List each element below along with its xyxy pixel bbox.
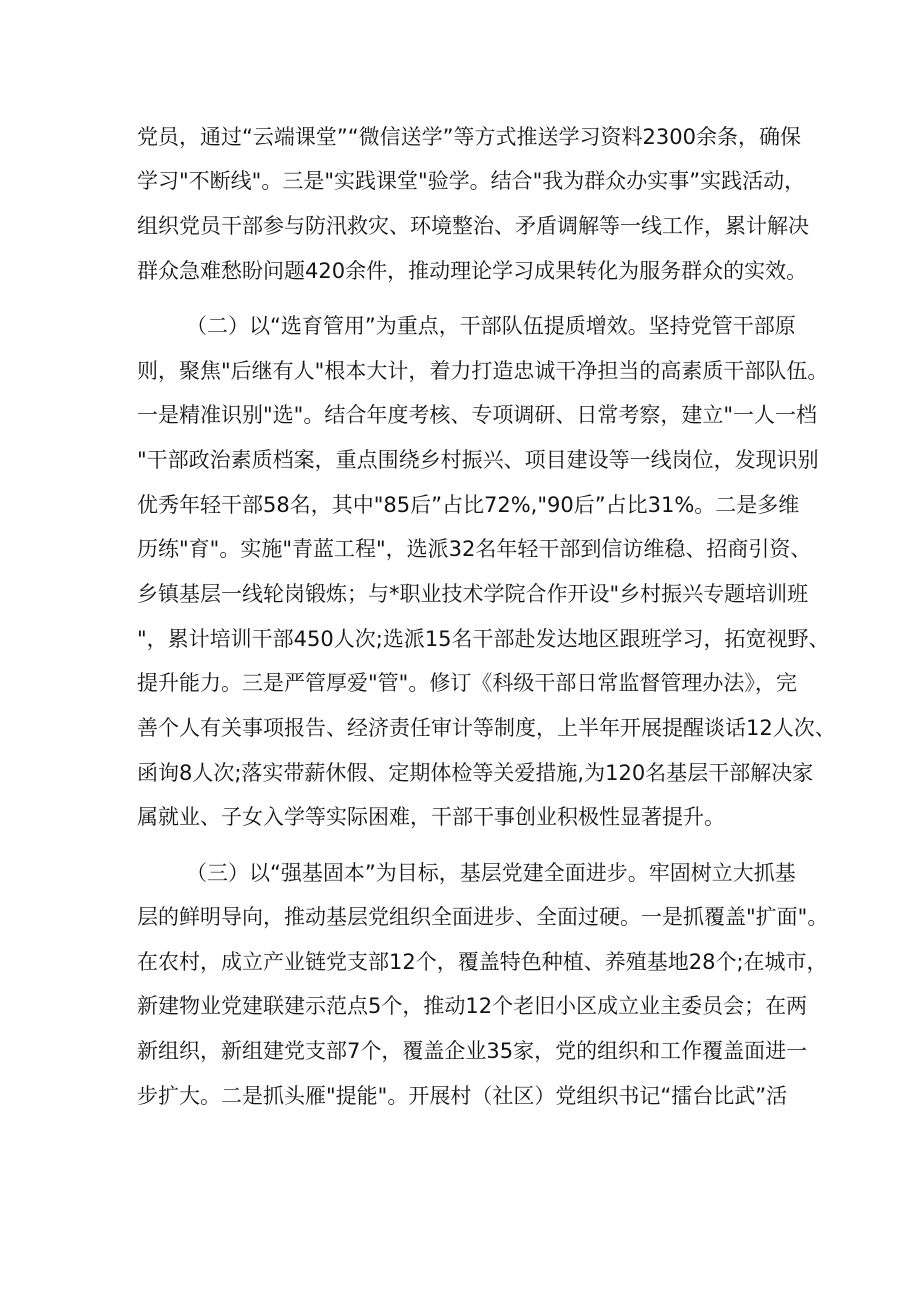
- text-line: 一是精准识别"选"。结合年度考核、专项调研、日常考察，建立"一人一档: [137, 403, 817, 427]
- text-line: 属就业、子女入学等实际困难，干部干事创业积极性显著提升。: [137, 805, 725, 829]
- text-line: 优秀年轻干部58名，其中"85后”占比72%,"90后”占比31%。二是多维: [137, 493, 800, 517]
- text-line: 善个人有关事项报告、经济责任审计等制度，上半年开展提醒谈话12人次、: [137, 716, 836, 740]
- text-line: 党员，通过“云端课堂”“微信送学”等方式推送学习资料2300余条，确保: [137, 125, 801, 149]
- text-line: "，累计培训干部450人次;选派15名干部赴发达地区跟班学习，拓宽视野、: [137, 627, 830, 651]
- text-line: 新组织，新组建党支部7个，覆盖企业35家，党的组织和工作覆盖面进一: [137, 1039, 808, 1063]
- text-line: 群众急难愁盼问题420余件，推动理论学习成果转化为服务群众的实效。: [137, 259, 808, 283]
- text-line: "干部政治素质档案，重点围绕乡村振兴、项目建设等一线岗位，发现识别: [137, 448, 819, 472]
- section-2-heading: （二）以“选育管用”为重点，干部队伍提质增效。坚持党管干部原: [186, 314, 796, 338]
- text-line: 层的鲜明导向，推动基层党组织全面进步、全面过硬。一是抓覆盖"扩面"。: [137, 905, 829, 929]
- text-line: 新建物业党建联建示范点5个，推动12个老旧小区成立业主委员会；在两: [137, 994, 808, 1018]
- text-line: 函询8人次;落实带薪休假、定期体检等关爱措施,为120名基层干部解决家: [137, 761, 814, 785]
- text-line: 学习"不断线"。三是"实践课堂"验学。结合"我为群众办实事”实践活动，: [137, 169, 806, 193]
- text-line: 在农村，成立产业链党支部12个，覆盖特色种植、养殖基地28个;在城市，: [137, 950, 828, 974]
- text-line: 组织党员干部参与防汛救灾、环境整治、矛盾调解等一线工作，累计解决: [137, 214, 809, 238]
- section-3-heading: （三）以“强基固本”为目标，基层党建全面进步。牢固树立大抓基: [186, 861, 796, 885]
- text-line: 乡镇基层一线轮岗锻炼；与*职业技术学院合作开设"乡村振兴专题培训班: [137, 582, 809, 606]
- text-line: 提升能力。三是严管厚爱"管"。修订《科级干部日常监督管理办法》，完: [137, 671, 797, 695]
- text-line: 历练"育"。实施"青蓝工程"，选派32名年轻干部到信访维稳、招商引资、: [137, 537, 812, 561]
- text-line: 步扩大。二是抓头雁"提能"。开展村（社区）党组织书记“擂台比武”活: [137, 1084, 788, 1108]
- text-line: 则，聚焦"后继有人"根本大计，着力打造忠诚干净担当的高素质干部队伍。: [137, 359, 829, 383]
